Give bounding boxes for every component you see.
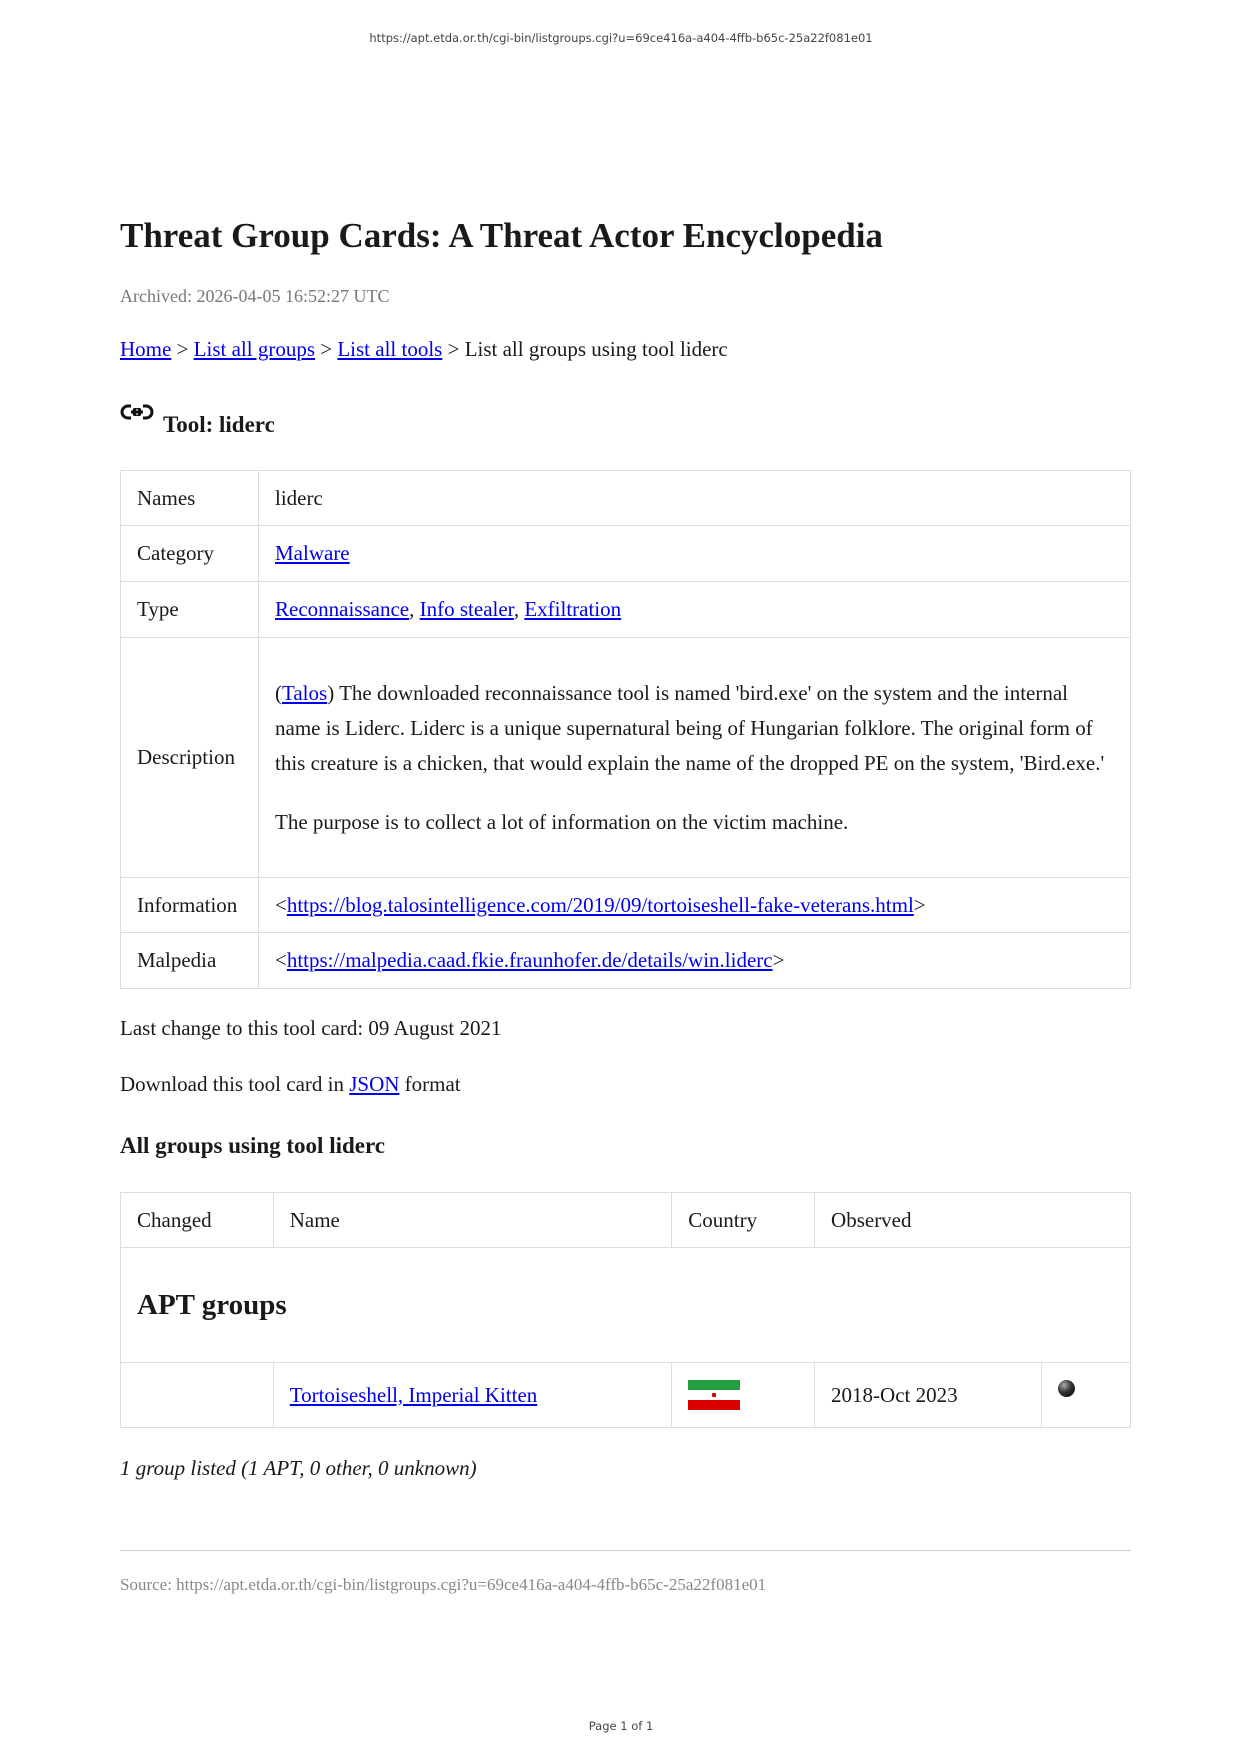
group-status-cell — [1042, 1363, 1131, 1428]
table-row — [121, 638, 1131, 878]
groups-summary: 1 group listed (1 APT, 0 other, 0 unknown) — [120, 1456, 477, 1480]
type-link-info-stealer[interactable]: Info stealer — [419, 597, 514, 621]
archived-timestamp: Archived: 2026-04-05 16:52:27 UTC — [120, 286, 390, 306]
breadcrumb-separator: > — [447, 337, 460, 361]
names-value: liderc — [259, 471, 1131, 526]
groups-table — [120, 1192, 1131, 1428]
breadcrumb-groups-link[interactable]: List all groups — [193, 337, 315, 361]
table-row — [121, 526, 1131, 582]
malpedia-label: Malpedia — [121, 933, 259, 989]
table-row — [121, 1363, 1131, 1428]
breadcrumb — [120, 337, 728, 362]
group-name-cell — [273, 1363, 672, 1428]
description-text: The downloaded reconnaissance tool is named 'bird.exe' on the system and the internal name is Liderc. Liderc is a unique supernatural being of Hungarian folklore. The original form of this creature is a chicken, that would explain the name of the dropped PE on the system, 'Bird.exe.' — [275, 680, 1105, 775]
group-changed-cell — [121, 1363, 274, 1428]
table-row — [121, 582, 1131, 638]
column-header-changed: Changed — [121, 1193, 274, 1248]
black-sphere-icon — [1058, 1380, 1075, 1397]
group-name-link[interactable]: Tortoiseshell, Imperial Kitten — [289, 1382, 538, 1407]
json-download-link[interactable]: JSON — [349, 1072, 400, 1096]
page-number: Page 1 of 1 — [588, 1719, 654, 1733]
type-cell — [259, 582, 1131, 638]
type-label: Type — [121, 582, 259, 638]
tool-heading-text: Tool: liderc — [163, 412, 275, 437]
page-title: Threat Group Cards: A Threat Actor Encyclopedia — [120, 216, 883, 255]
table-section-row — [121, 1248, 1131, 1363]
header-url: https://apt.etda.or.th/cgi-bin/listgroups.cgi?u=69ce416a-a404-4ffb-b65c-25a22f081e01 — [369, 31, 873, 45]
names-label: Names — [121, 471, 259, 526]
type-separator: , — [513, 597, 520, 621]
breadcrumb-home-link[interactable]: Home — [120, 337, 172, 361]
column-header-country: Country — [672, 1193, 815, 1248]
table-header-row — [121, 1193, 1131, 1248]
description-paragraph: (Talos) The downloaded reconnaissance tool is named 'bird.exe' on the system and the internal name is Liderc. Liderc is a unique supernatural being of Hungarian folklore. The original form of this creature is a chicken, that would explain the name of the dropped PE on the system, 'Bird.exe.' — [275, 680, 1105, 775]
breadcrumb-current: List all groups using tool liderc — [464, 337, 728, 361]
type-link-exfiltration[interactable]: Exfiltration — [524, 597, 622, 621]
download-suffix: format — [404, 1072, 461, 1096]
description-cell — [259, 638, 1131, 878]
last-change-text: Last change to this tool card: 09 August 2021 — [120, 1016, 502, 1040]
type-link-reconnaissance[interactable]: Reconnaissance — [275, 597, 410, 621]
column-header-name: Name — [273, 1193, 672, 1248]
table-row — [121, 878, 1131, 933]
information-label: Information — [121, 878, 259, 933]
group-country-cell — [672, 1363, 815, 1428]
category-label: Category — [121, 526, 259, 582]
information-cell: <https://blog.talosintelligence.com/2019/09/tortoiseshell-fake-veterans.html> — [259, 878, 1131, 933]
type-separator: , — [409, 597, 415, 621]
apt-groups-section-title: APT groups — [121, 1248, 1131, 1363]
description-paragraph-2: The purpose is to collect a lot of information on the victim machine. — [275, 809, 849, 834]
information-link[interactable]: https://blog.talosintelligence.com/2019/09/tortoiseshell-fake-veterans.html — [286, 892, 914, 917]
divider — [120, 1550, 1131, 1551]
group-observed-cell: 2018-Oct 2023 — [815, 1363, 1042, 1428]
groups-heading: All groups using tool liderc — [120, 1133, 385, 1158]
category-link[interactable]: Malware — [275, 541, 350, 565]
iran-flag-icon — [688, 1380, 740, 1410]
malpedia-link[interactable]: https://malpedia.caad.fkie.fraunhofer.de/details/win.liderc — [286, 948, 773, 972]
column-header-observed: Observed — [815, 1193, 1131, 1248]
download-line — [120, 1072, 461, 1097]
table-row — [121, 933, 1131, 989]
source-url: Source: https://apt.etda.or.th/cgi-bin/listgroups.cgi?u=69ce416a-a404-4ffb-b65c-25a22f081e01 — [120, 1575, 767, 1594]
breadcrumb-separator: > — [176, 337, 189, 361]
tool-info-table — [120, 470, 1131, 989]
download-prefix: Download this tool card in — [120, 1072, 344, 1096]
category-cell — [259, 526, 1131, 582]
table-row — [121, 471, 1131, 526]
malpedia-cell: <https://malpedia.caad.fkie.fraunhofer.de/details/win.liderc> — [259, 933, 1131, 989]
breadcrumb-separator: > — [320, 337, 333, 361]
description-source-link[interactable]: Talos — [282, 680, 328, 705]
breadcrumb-tools-link[interactable]: List all tools — [337, 337, 443, 361]
description-label: Description — [121, 638, 259, 878]
link-icon — [120, 402, 156, 426]
